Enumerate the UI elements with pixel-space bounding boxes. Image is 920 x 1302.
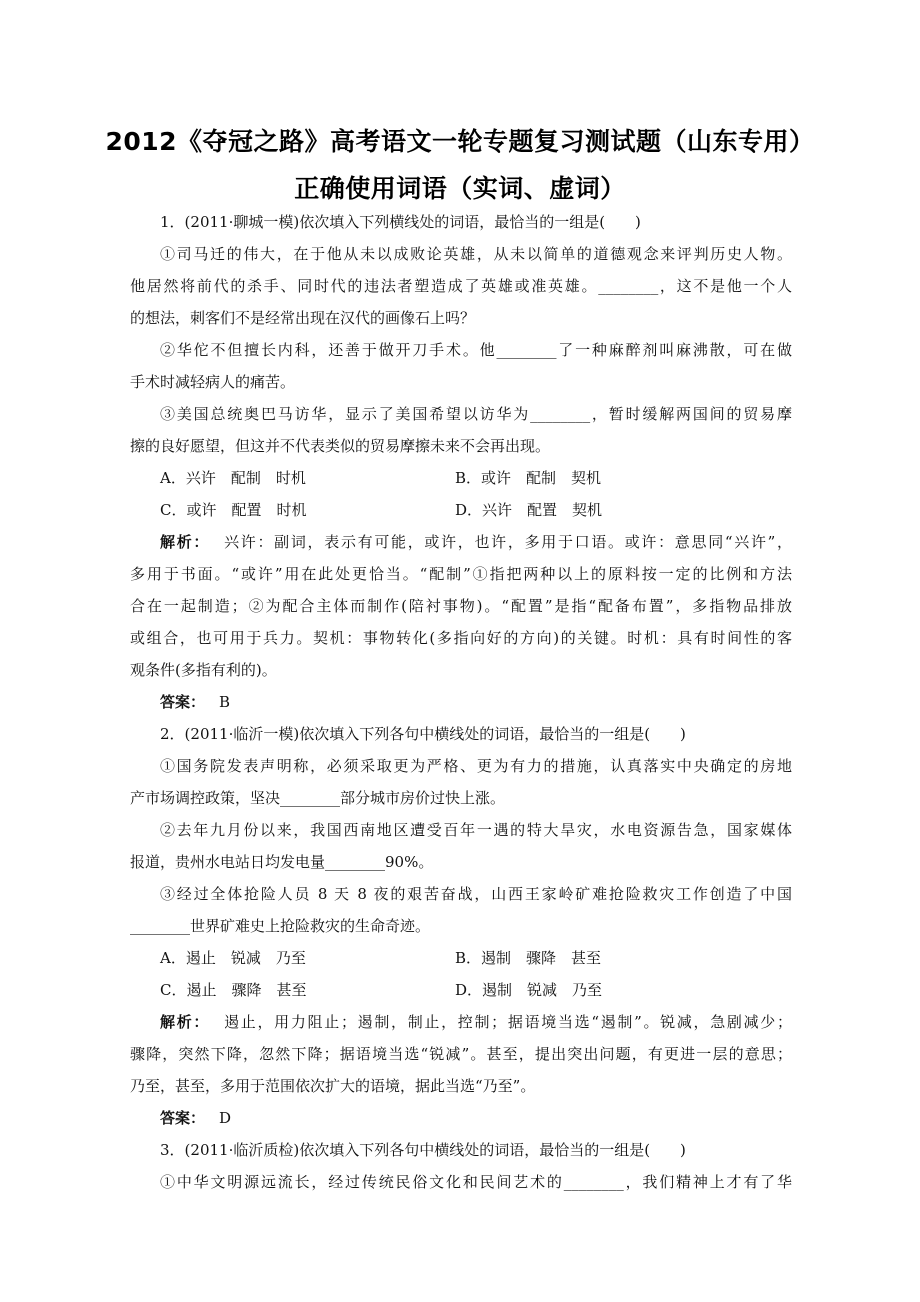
q3-stem: 3．(2011·临沂质检)依次填入下列各句中横线处的词语，最恰当的一组是( ): [160, 1141, 686, 1159]
q2-answer-value: D: [219, 1109, 232, 1127]
q2-sentence3-line2: ________世界矿难史上抢险救灾的生命奇迹。: [130, 917, 431, 935]
q2-analysis-line1: [160, 1012, 792, 1032]
q2-stem: 2．(2011·临沂一模)依次填入下列各句中横线处的词语，最恰当的一组是( ): [160, 725, 686, 743]
q2-sentence2-line1: ②去年九月份以来，我国西南地区遭受百年一遇的特大旱灾，水电资源告急，国家媒体: [160, 821, 792, 839]
q2-option-d: D．遏制 锐减 乃至: [455, 981, 603, 999]
q1-sentence2-line2: 手术时减轻病人的痛苦。: [130, 373, 296, 391]
q1-stem: 1．(2011·聊城一模)依次填入下列横线处的词语，最恰当的一组是( ): [160, 213, 641, 231]
q1-sentence3-line2: 擦的良好愿望，但这并不代表类似的贸易摩擦未来不会再出现。: [130, 437, 551, 455]
q2-sentence2-line2: 报道，贵州水电站日均发电量________90%。: [130, 853, 434, 871]
q1-analysis-text1: 兴许：副词，表示有可能，或许，也许，多用于口语。或许：意思同“兴许”，: [224, 533, 792, 551]
q1-option-b: B．或许 配制 契机: [455, 469, 602, 487]
q1-answer: [160, 692, 230, 712]
q1-analysis-line2: 多用于书面。“或许”用在此处更恰当。“配制”①指把两种以上的原料按一定的比例和方法: [130, 565, 792, 583]
q1-sentence1-line3: 的想法，刺客们不是经常出现在汉代的画像石上吗？: [130, 309, 476, 327]
q2-analysis-line2: 骤降，突然下降，忽然下降；据语境当选“锐减”。甚至，提出突出问题，有更进一层的意思；: [130, 1045, 792, 1063]
document-subtitle: 正确使用词语（实词、虚词）: [294, 174, 626, 203]
q1-option-a: A．兴许 配制 时机: [160, 469, 306, 487]
q1-analysis-line1: [160, 532, 792, 552]
q1-sentence1-line1: ①司马迁的伟大，在于他从未以成败论英雄，从未以简单的道德观念来评判历史人物。: [160, 245, 792, 263]
q2-answer-label: 答案：: [160, 1109, 206, 1127]
q3-sentence1-line1: ①中华文明源远流长，经过传统民俗文化和民间艺术的________，我们精神上才有了华: [160, 1173, 792, 1191]
q2-sentence1-line1: ①国务院发表声明称，必须采取更为严格、更为有力的措施，认真落实中央确定的房地: [160, 757, 792, 775]
q1-answer-value: B: [219, 693, 231, 711]
q1-analysis-label: 解析：: [160, 533, 211, 551]
q1-sentence3-line1: ③美国总统奥巴马访华，显示了美国希望以访华为________，暂时缓解两国间的贸易摩: [160, 405, 792, 423]
q2-sentence3-line1: ③经过全体抢险人员 8 天 8 夜的艰苦奋战，山西王家岭矿难抢险救灾工作创造了中国: [160, 885, 792, 903]
q1-answer-label: 答案：: [160, 693, 206, 711]
q2-analysis-label: 解析：: [160, 1013, 211, 1031]
q1-analysis-line3: 合在一起制造；②为配合主体而制作(陪衬事物)。“配置”是指“配备布置”，多指物品排放: [130, 597, 792, 615]
q2-option-c: C．遏止 骤降 甚至: [160, 981, 307, 999]
q2-analysis-line3: 乃至，甚至，多用于范围依次扩大的语境，据此当选“乃至”。: [130, 1077, 536, 1095]
q1-sentence1-line2: 他居然将前代的杀手、同时代的违法者塑造成了英雄或准英雄。________，这不是他一个人: [130, 277, 792, 295]
q1-option-c: C．或许 配置 时机: [160, 501, 307, 519]
q2-option-b: B．遏制 骤降 甚至: [455, 949, 602, 967]
q2-answer: [160, 1108, 231, 1128]
q2-option-a: A．遏止 锐减 乃至: [160, 949, 306, 967]
q1-analysis-line4: 或组合，也可用于兵力。契机：事物转化(多指向好的方向)的关键。时机：具有时间性的客: [130, 629, 792, 647]
q1-option-d: D．兴许 配置 契机: [455, 501, 603, 519]
q1-analysis-line5: 观条件(多指有利的)。: [130, 661, 277, 679]
document-title: 2012《夺冠之路》高考语文一轮专题复习测试题（山东专用）: [105, 127, 815, 156]
q2-sentence1-line2: 产市场调控政策，坚决________部分城市房价过快上涨。: [130, 789, 506, 807]
q2-analysis-text1: 遏止，用力阻止；遏制，制止，控制；据语境当选“遏制”。锐减，急剧减少；: [224, 1013, 792, 1031]
q1-sentence2-line1: ②华佗不但擅长内科，还善于做开刀手术。他________了一种麻醉剂叫麻沸散，可在做: [160, 341, 792, 359]
